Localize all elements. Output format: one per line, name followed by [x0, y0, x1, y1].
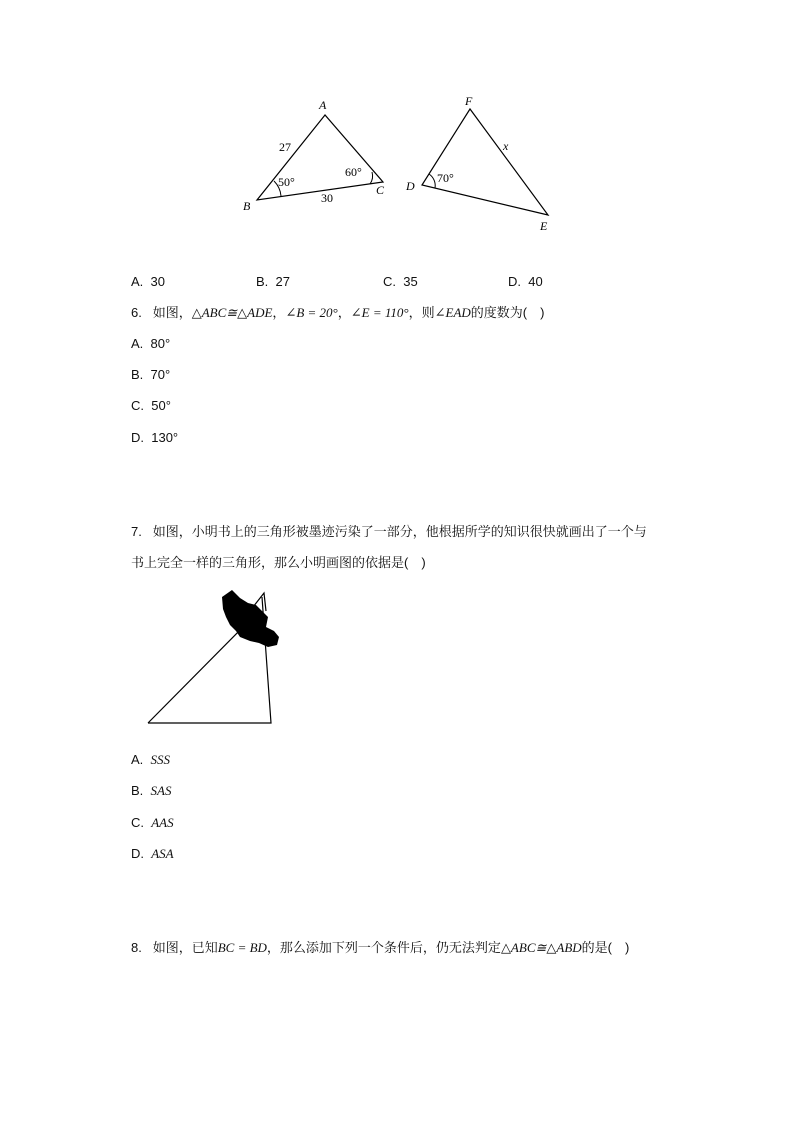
stem-text: 的是( ) — [581, 940, 630, 955]
option-letter: C. — [383, 274, 396, 289]
q6-option-b[interactable] — [131, 367, 170, 383]
option-value: 130° — [151, 430, 179, 445]
angle-c-label: 60° — [345, 165, 362, 179]
q6-option-d[interactable] — [131, 430, 178, 446]
stem-text: 如图， — [152, 305, 192, 320]
q7-option-d[interactable] — [131, 846, 174, 862]
q5-option-b[interactable] — [256, 274, 290, 290]
q7-option-c[interactable] — [131, 815, 174, 831]
stem-text: 的度数为( ) — [470, 305, 545, 320]
q7-option-b[interactable] — [131, 783, 171, 799]
option-letter: D. — [508, 274, 521, 289]
vertex-f-label: F — [465, 94, 473, 108]
option-value: ASA — [151, 846, 174, 861]
option-letter: D. — [131, 430, 144, 445]
option-value: 40 — [528, 274, 543, 289]
side-df-label: x — [503, 139, 509, 153]
option-value: 80° — [150, 336, 171, 351]
q7-stem-line1 — [131, 524, 647, 540]
option-letter: B. — [131, 367, 144, 382]
ink-blot — [222, 590, 279, 647]
option-letter: B. — [256, 274, 269, 289]
side-bc-label: 30 — [321, 191, 333, 205]
ink-stained-triangle-figure — [140, 585, 290, 730]
option-letter: A. — [131, 752, 144, 767]
q6-option-c[interactable] — [131, 398, 171, 414]
stem-math: ∠EAD — [434, 305, 471, 320]
option-letter: A. — [131, 274, 144, 289]
option-letter: C. — [131, 815, 144, 830]
option-value: SSS — [150, 752, 171, 767]
stem-math: ∠B = 20° — [285, 305, 338, 320]
option-letter: D. — [131, 846, 144, 861]
stem-text: 书上完全一样的三角形，那么小明画图的依据是( ) — [131, 555, 426, 570]
stem-text: 如图，已知 — [152, 940, 218, 955]
stem-text: ，那么添加下列一个条件后，仍无法判定 — [266, 940, 501, 955]
q6-option-a[interactable] — [131, 336, 170, 352]
stem-text: ， — [337, 305, 351, 320]
stem-text: ， — [272, 305, 286, 320]
triangle-left-side — [148, 620, 250, 723]
q5-option-c[interactable] — [383, 274, 418, 290]
option-value: 27 — [275, 274, 290, 289]
q7-stem-line2 — [131, 555, 426, 571]
angle-d-arc — [429, 174, 435, 188]
q5-option-a[interactable] — [131, 274, 165, 290]
option-value: 50° — [151, 398, 171, 413]
q7-option-a[interactable] — [131, 752, 170, 768]
vertex-e-label: E — [540, 219, 548, 233]
stem-math: △ABC≅△ABD — [500, 940, 582, 955]
question-number: 6. — [131, 305, 142, 320]
triangle-def — [422, 109, 548, 215]
stem-text: ，则 — [408, 305, 435, 320]
option-letter: C. — [131, 398, 144, 413]
triangles-figure — [230, 90, 570, 240]
angle-c-arc — [370, 172, 373, 184]
triangle-abc — [257, 115, 383, 200]
option-value: 30 — [150, 274, 165, 289]
vertex-c-label: C — [376, 183, 385, 197]
vertex-a-label: A — [319, 98, 327, 112]
option-value: AAS — [151, 815, 174, 830]
side-ab-label: 27 — [279, 140, 291, 154]
q8-stem — [131, 940, 629, 956]
option-value: 35 — [403, 274, 418, 289]
q6-stem — [131, 305, 544, 321]
angle-d-label: 70° — [437, 171, 454, 185]
angle-b-label: 50° — [278, 175, 295, 189]
vertex-d-label: D — [406, 179, 415, 193]
question-number: 7. — [131, 524, 142, 539]
question-number: 8. — [131, 940, 142, 955]
option-letter: A. — [131, 336, 144, 351]
option-value: SAS — [150, 783, 172, 798]
stem-math: BC = BD — [217, 940, 267, 955]
stem-math: △ABC≅△ADE — [191, 305, 273, 320]
option-value: 70° — [150, 367, 171, 382]
stem-math: ∠E = 110° — [350, 305, 409, 320]
q5-option-d[interactable] — [508, 274, 543, 290]
option-letter: B. — [131, 783, 144, 798]
vertex-b-label: B — [243, 199, 251, 213]
stem-text: 如图，小明书上的三角形被墨迹污染了一部分，他根据所学的知识很快就画出了一个与 — [152, 524, 647, 539]
